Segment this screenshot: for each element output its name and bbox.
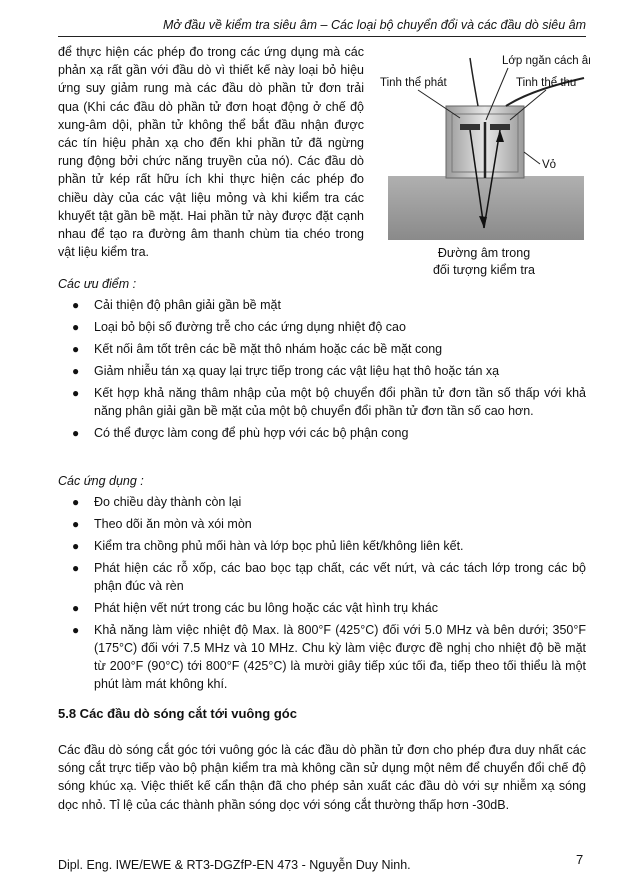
cable-left bbox=[470, 58, 478, 106]
section-paragraph: Các đầu dò sóng cắt góc tới vuông góc là các đầu dò phần tử đơn cho phép đưa duy nhất các sóng cắt trực tiếp vào bộ phận kiểm tra mà không cần sử dụng một nêm để chuyển đổi chế độ sóng khúc xạ. Việc thiết kế cẩn thận đã cho phép sản xuất các đầu dò với sự nhiễm xạ sóng dọc nhỏ. Tỉ lệ của các thành phần sóng dọc với sóng cắt thường thấp hơn -30dB. bbox=[58, 743, 586, 812]
test-object bbox=[388, 176, 584, 240]
bullet-icon: ● bbox=[72, 426, 80, 440]
bullet-icon: ● bbox=[72, 561, 80, 575]
list-item: ● Theo dõi ăn mòn và xói mòn bbox=[72, 517, 252, 531]
section-heading: 5.8 Các đầu dò sóng cắt tới vuông góc bbox=[58, 706, 297, 721]
bullet-icon: ● bbox=[72, 386, 80, 400]
bullet-icon: ● bbox=[72, 495, 80, 509]
figure-caption-line2: đối tượng kiểm tra bbox=[432, 263, 536, 277]
figure-caption bbox=[378, 245, 590, 279]
transmitter-crystal bbox=[460, 124, 480, 130]
list-item: ● Loại bỏ bội số đường trễ cho các ứng dụng nhiệt độ cao bbox=[72, 320, 406, 334]
bullet-icon: ● bbox=[72, 320, 80, 334]
list-item: ● Đo chiều dày thành còn lại bbox=[72, 495, 242, 509]
list-item: ● Kiểm tra chồng phủ mối hàn và lớp bọc phủ liên kết/không liên kết. bbox=[72, 539, 464, 553]
receiver-label: Tinh thể thu bbox=[516, 77, 577, 89]
list-item: ● Kết nối âm tốt trên các bề mặt thô nhám hoặc các bề mặt cong bbox=[72, 342, 443, 356]
intro-paragraph: để thực hiện các phép đo trong các ứng dụng mà các phản xạ rất gần với đầu dò vì thiết kế này loại bỏ hiệu ứng suy giảm rung mà các đầu dò phần tử đơn trải qua (Khi các đầu dò phần tử đơn hoạt động ở chế độ xung-âm dội, phần tử không thể bắt đầu nhận được các tín hiệu phản xạ cho đến khi phần tử đã ngừng rung động bởi chức năng truyền của nó). Các đầu dò phần tử kép rất hữu ích khi thực hiện các phép đo chiều dày của các vật liệu mỏng và khi kiểm tra các khuyết tật gần bề mặt. Hai phần tử này được đặt cạnh nhau để tạo ra đường âm thanh chùm tia chéo trong vật liệu kiểm tra. bbox=[58, 45, 364, 260]
figure-caption-line1: Đường âm trong bbox=[437, 246, 531, 260]
bullet-icon: ● bbox=[72, 298, 80, 312]
page-number: 7 bbox=[576, 852, 584, 867]
transmitter-label: Tinh thể phát bbox=[380, 77, 447, 89]
bullet-icon: ● bbox=[72, 539, 80, 553]
bullet-icon: ● bbox=[72, 601, 80, 615]
applications-label: Các ứng dụng : bbox=[58, 474, 144, 488]
bullet-icon: ● bbox=[72, 364, 80, 378]
applications-list bbox=[58, 493, 586, 697]
list-item: ● Khả năng làm việc nhiệt độ Max. là 800°F (425°C) đối với 5.0 MHz và bên dưới; 350°F (175°C) đối với 7.5 MHz và 10 MHz. Chu kỳ làm việc được đề nghị cho nhiệt độ bề mặt từ 200°F (90°C) tới 800°F (425°C) là mười giây tiếp xúc tối đa, tiếp theo tối thiểu là một phút làm mát không khí. bbox=[72, 623, 586, 691]
housing-label: Vỏ bbox=[542, 159, 557, 171]
dual-element-transducer-figure bbox=[378, 48, 590, 280]
bullet-icon: ● bbox=[72, 623, 80, 637]
header-title: Mở đầu về kiểm tra siêu âm – Các loại bộ chuyển đổi và các đầu dò siêu âm bbox=[162, 18, 586, 32]
list-item: ● Có thể được làm cong để phù hợp với các bộ phận cong bbox=[72, 426, 409, 440]
transducer-diagram bbox=[378, 48, 590, 244]
advantages-list bbox=[58, 296, 586, 446]
list-item: ● Giảm nhiễu tán xạ quay lại trực tiếp trong các vật liệu hạt thô hoặc tán xạ bbox=[72, 364, 500, 378]
receiver-crystal bbox=[490, 124, 510, 130]
advantages-label: Các ưu điểm : bbox=[58, 277, 137, 291]
bullet-icon: ● bbox=[72, 342, 80, 356]
page-header bbox=[58, 18, 586, 37]
list-item: ● Phát hiện vết nứt trong các bu lông hoặc các vật hình trụ khác bbox=[72, 601, 438, 615]
list-item: ● Phát hiện các rỗ xốp, các bao bọc tạp chất, các vết nứt, và các tách lớp trong các bộ phận đúc và rèn bbox=[72, 561, 586, 593]
bullet-icon: ● bbox=[72, 517, 80, 531]
list-item: ● Cải thiện độ phân giải gần bề mặt bbox=[72, 298, 281, 312]
footer-author: Dipl. Eng. IWE/EWE & RT3-DGZfP-EN 473 - Nguyễn Duy Ninh. bbox=[58, 858, 411, 872]
list-item: ● Kết hợp khả năng thâm nhập của một bộ chuyển đổi phần tử đơn tần số thấp với khả năng phân giải gần bề mặt của một bộ chuyển đổi phần tử đơn tần số cao hơn. bbox=[72, 386, 586, 418]
barrier-label: Lớp ngăn cách âm bbox=[502, 55, 590, 67]
